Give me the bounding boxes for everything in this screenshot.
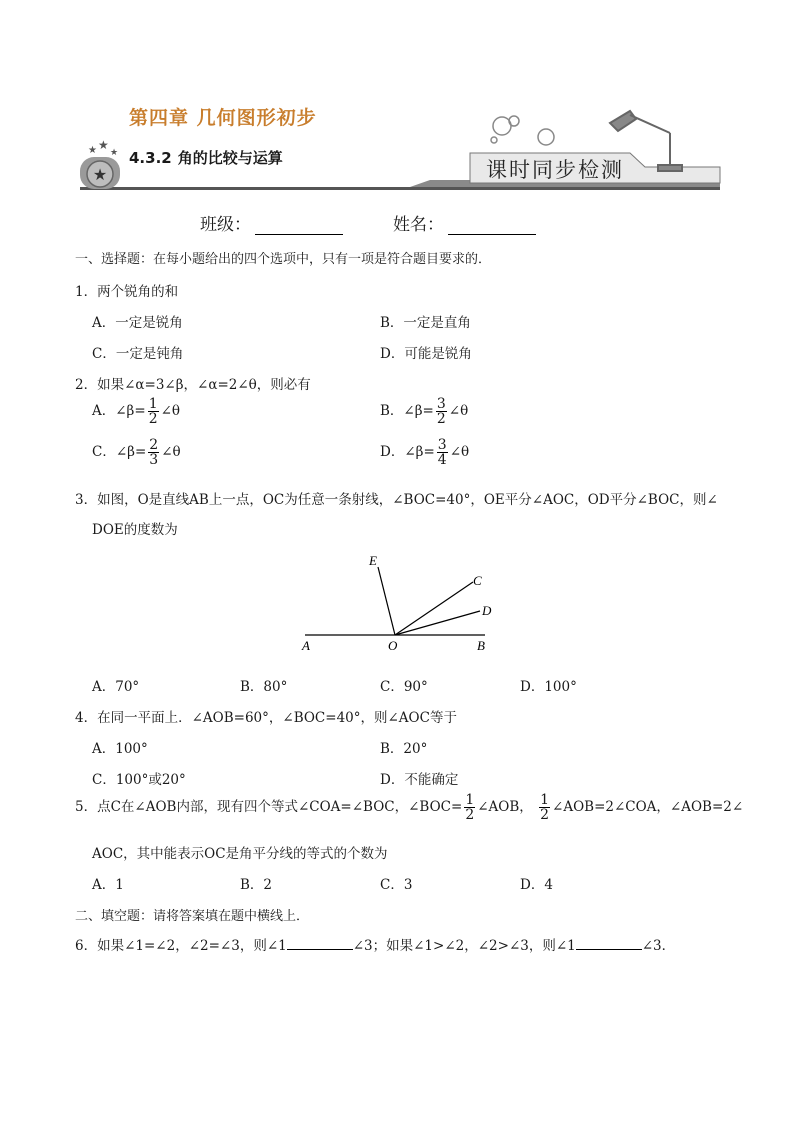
q4-option-a: A．100°: [92, 741, 148, 757]
q3-option-a: A．70°: [92, 679, 140, 695]
q2-d-suffix: ∠θ: [449, 444, 470, 460]
q2-d-fraction: [437, 438, 448, 467]
q3-stem-line2: DOE的度数为: [92, 522, 178, 538]
label-d: D: [482, 603, 492, 618]
section-title: [129, 147, 283, 168]
q2-d-denominator: 4: [437, 452, 447, 468]
q5-line1-post: ∠AOB=2∠COA，∠AOB=2∠: [552, 799, 744, 815]
q2-c-prefix: C．∠β=: [92, 444, 147, 460]
name-blank[interactable]: [448, 217, 536, 235]
q2-a-prefix: A．∠β=: [92, 403, 146, 419]
q5-option-b: B．2: [240, 877, 273, 893]
q2-a-denominator: 2: [148, 411, 158, 427]
q3-stem-line1: 3．如图，O是直线AB上一点，OC为任意一条射线，∠BOC=40°，OE平分∠AOC，OD平分∠BOC，则∠: [75, 492, 718, 508]
q2-b-suffix: ∠θ: [448, 403, 469, 419]
section-number: 4.3.2: [129, 149, 172, 167]
q6-blank-1[interactable]: [287, 937, 353, 950]
class-label: 班级：: [200, 215, 251, 235]
q6-blank-2[interactable]: [576, 937, 642, 950]
q2-d-prefix: D．∠β=: [380, 444, 435, 460]
star-badge-icon: [80, 138, 120, 189]
q4-option-b: B．20°: [380, 741, 428, 757]
q6-mid: ∠3；如果∠1>∠2，∠2>∠3，则∠1: [352, 938, 576, 954]
section-name: 角的比较与运算: [177, 149, 283, 167]
q3-option-c: C．90°: [380, 679, 428, 695]
q5-f1-numerator: 1: [465, 792, 475, 808]
q2-option-b: [380, 397, 468, 426]
q2-c-denominator: 3: [149, 452, 159, 468]
svg-text:★: ★: [98, 138, 109, 152]
q5-stem-line1: [75, 793, 743, 822]
q3-option-b: B．80°: [240, 679, 288, 695]
q1-option-d: D．可能是锐角: [380, 346, 472, 362]
q4-stem: 4．在同一平面上．∠AOB=60°，∠BOC=40°，则∠AOC等于: [75, 710, 457, 726]
q4-option-c: C．100°或20°: [92, 772, 186, 788]
q5-f2-numerator: 1: [540, 792, 550, 808]
q6-stem: [75, 934, 675, 954]
q2-option-d: [380, 438, 469, 467]
q5-f1-denominator: 2: [465, 807, 475, 823]
q6-pre: 6．如果∠1=∠2，∠2=∠3，则∠1: [75, 938, 287, 954]
q5-option-c: C．3: [380, 877, 413, 893]
label-a: A: [302, 638, 310, 653]
q5-option-d: D．4: [520, 877, 553, 893]
q6-post: ∠3．: [641, 938, 676, 954]
part2-title: 二、填空题：请将答案填在题中横线上．: [75, 909, 310, 924]
label-b: B: [477, 638, 485, 653]
ray-od: [395, 611, 480, 635]
q2-d-numerator: 3: [437, 437, 447, 453]
banner-label: 课时同步检测: [486, 158, 624, 182]
q5-f2-denominator: 2: [540, 807, 550, 823]
q5-stem-line2: AOC，其中能表示OC是角平分线的等式的个数为: [92, 846, 388, 862]
q2-b-denominator: 2: [436, 411, 446, 427]
svg-text:★: ★: [88, 145, 97, 156]
svg-text:★: ★: [110, 148, 119, 158]
q2-c-fraction: [148, 438, 159, 467]
q2-b-fraction: [436, 397, 447, 426]
q5-option-a: A．1: [92, 877, 124, 893]
q4-option-d: D．不能确定: [380, 772, 459, 788]
ray-oc: [395, 582, 473, 635]
header-bar-stripe: [80, 187, 720, 190]
label-e: E: [369, 553, 377, 568]
class-field: [200, 210, 343, 235]
class-blank[interactable]: [255, 217, 343, 235]
q5-fraction-2: [539, 793, 550, 822]
name-field: [393, 210, 536, 235]
q5-line1-pre: 5．点C在∠AOB内部，现有四个等式∠COA=∠BOC，∠BOC=: [75, 799, 463, 815]
chapter-title: 第四章 几何图形初步: [129, 107, 317, 129]
q2-c-numerator: 2: [149, 437, 159, 453]
q3-angle-diagram: [290, 545, 510, 660]
label-o: O: [388, 638, 398, 653]
q2-c-suffix: ∠θ: [161, 444, 181, 460]
q2-a-numerator: 1: [148, 396, 158, 412]
ray-oe: [378, 567, 395, 635]
q1-stem: 1．两个锐角的和: [75, 284, 179, 300]
bubble-icons: [491, 116, 554, 145]
q5-line1-mid: ∠AOB，: [477, 799, 533, 815]
q1-option-a: A．一定是锐角: [92, 315, 183, 331]
q3-option-d: D．100°: [520, 679, 577, 695]
q2-a-suffix: ∠θ: [160, 403, 181, 419]
name-label: 姓名：: [393, 215, 444, 235]
svg-text:★: ★: [92, 165, 108, 184]
q2-b-prefix: B．∠β=: [380, 403, 434, 419]
q2-option-a: [92, 397, 180, 426]
q2-option-c: [92, 438, 181, 467]
q5-fraction-1: [464, 793, 475, 822]
q1-option-b: B．一定是直角: [380, 315, 471, 331]
q2-a-fraction: [148, 397, 159, 426]
q1-option-c: C．一定是钝角: [92, 346, 184, 362]
part1-title: 一、选择题：在每小题给出的四个选项中，只有一项是符合题目要求的．: [75, 252, 492, 267]
q2-b-numerator: 3: [436, 396, 446, 412]
q2-stem: 2．如果∠α=3∠β，∠α=2∠θ，则必有: [75, 377, 311, 393]
label-c: C: [473, 573, 482, 588]
